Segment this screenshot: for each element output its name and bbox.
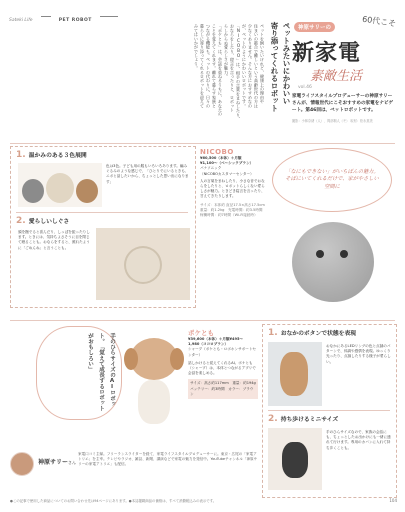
nicobo-color-photo [18, 163, 102, 207]
nicobo-eye-icon [340, 250, 348, 258]
feature-num: 1. [16, 150, 26, 160]
nicobo-price2: ¥1,100〜（ベーシックプラン） [200, 161, 254, 166]
poketomo-main-photo [120, 338, 186, 426]
intro-column: 少なくありません。そんな方におすすめなの [248, 24, 253, 108]
feature-num: 2. [16, 216, 26, 226]
title-subtitle: 60代こそ [361, 14, 397, 29]
divider [268, 410, 390, 411]
nicobo-robot-gray [22, 179, 44, 203]
divider-top [10, 143, 395, 144]
footer-note: ●この記事で使用した商品についてのお問い合わせ先は94ページにあります。●本誌掲載商品の価格は、すべて消費税込みの表示です。 [10, 499, 217, 503]
nicobo-body [292, 222, 374, 302]
title-badge: 神原サリーの [294, 22, 335, 32]
profile-text: 家電口コミ主婦。フリーランスライターを経て、家電ライフスタイルプロデューサーに。東京・広尾の「家電アトリエ」を主宰。テレビやラジオ、雑誌、新聞、講演などで家電の魅力を発信中。YouTubeチャンネル「神原サリーの家電アトリエ」も配信。 [78, 452, 258, 467]
feature-caption-2: 頭を撫でると喜んだり、しっぽを振ったりします。ときには、気持ちよさそうに目を閉じて眠ることも。おならをすると、照れたように「ごめんね」と言うことも。 [18, 230, 90, 250]
poketomo-body [138, 380, 170, 424]
comment-bubble-1 [272, 148, 392, 212]
profile [10, 452, 260, 492]
divider [16, 212, 188, 213]
header-rule-right [100, 16, 118, 17]
intro-column: ペットを飼いたいけれど、健康上の理由や [260, 24, 265, 104]
poketomo-robot [282, 442, 308, 478]
nicobo-spec: サイズ：本体約 直径17.5×高さ17.5cm 重量：約1.2kg 充電時間：約3.5時間 稼働時間：約7時間（Wi-Fi接続時） [200, 202, 269, 218]
title-lead: 家電ライフスタイルプロデューサーの神原サリーさんが、情報世代にこそおすすめの家電をナビゲート。第46回は、ペットロボットです。 [292, 94, 394, 113]
feature-head-1: 1. 温かみのある３色展開 [16, 150, 87, 160]
feature-head-3: 1. おなかのボタンで状態を表現 [268, 328, 357, 338]
nicobo-name: NICOBO [200, 148, 234, 156]
comment-bubble-2 [36, 326, 122, 420]
poketomo-robot [280, 352, 308, 396]
poketomo-mini-photo [268, 428, 322, 490]
feature-num: 2. [268, 414, 278, 424]
nicobo-eye-icon [316, 250, 324, 258]
feature-caption-1: 色は3色。子ども用の服もいろいろあります。編みぐるみのような感じで、「ひとりでにいるときも、ニボと話したいから、ちょっとした思い出になります」 [106, 164, 189, 184]
nicobo-robot-beige [46, 173, 74, 203]
comment-text: 手のひらサイズのAIロボット。「覚えて成長するロボットがおもしろい」 [87, 333, 115, 412]
nicobo-contact: （NICOBOカスタマーセンター） [200, 171, 254, 176]
nicobo-section [10, 146, 395, 316]
feature-caption-3: おなかにあるLEDリングの色と点滅のパターンで、体調や感情を表現。ゆっくり光ったり、点滅したりする様子が愛らしい。 [326, 344, 391, 364]
nicobo-robot [126, 248, 160, 282]
poketomo-name: ポケとも [188, 329, 214, 337]
title-block [292, 14, 400, 136]
nicobo-robot-brown [76, 179, 98, 203]
poketomo-button-photo [268, 342, 322, 406]
nicobo-main-photo [278, 218, 388, 306]
intro-column: みてはいかがでしょう。 [194, 24, 199, 71]
profile-name: 神原サリーさん [38, 459, 77, 466]
nicobo-hand-photo [96, 228, 190, 300]
intro-column: らしからぬ愛らしさが魅力。 [224, 24, 229, 79]
page-number: 104 [389, 498, 397, 503]
nicobo-desc: 人の言葉をまねしたり、小さな音でおならをしたりと、ロボットらしくない愛らしさが魅力。ときどき寝言を言ったり、甘えてきたりします。 [200, 178, 265, 199]
intro-column: が、ペットのようにかわいいロボットです。 [242, 24, 247, 108]
feature-num: 1. [268, 328, 278, 338]
intro-column: つながる機能も。ペットの代わりに、日々の [206, 24, 211, 108]
feature-head-4: 2. 持ち歩けるミニサイズ [268, 414, 339, 424]
poketomo-spec: サイズ：高さ約117mm 重量：約194g バッテリー：約3時間 カラー：ブラウン [188, 379, 258, 399]
intro-column: おならをしたり、寝言を言ったりと、ロボット [230, 24, 235, 112]
catch-line: 寄り添ってくれるロボット [270, 22, 279, 112]
feature-caption-4: 手のひらサイズなので、家族の会話にも、ちょっとしたお出かけにも一緒に連れて行けます。専用のカバンに入れて持ち歩くことも。 [326, 430, 391, 450]
poketomo-info [188, 328, 258, 399]
poketomo-ear [170, 348, 184, 370]
title-main: 新家電 [292, 41, 362, 66]
intro-column: 住まいの都合で難しいという高齢世代の方は [254, 24, 259, 108]
feature-head-2: 2. 愛らしいしぐさ [16, 216, 70, 226]
nicobo-maker: パナソニック [200, 166, 222, 171]
header-rule [41, 16, 51, 17]
header-category: PET ROBOT [58, 18, 92, 23]
intro-column: 暮らしに寄り添ってくれるロボットを迎えて [200, 24, 205, 108]
poketomo-ear [124, 348, 138, 370]
divider-middle [10, 320, 395, 321]
title-credits: 撮影：小林奈緒（人）、岡部桐人（モ） 取材：松永恵美 [292, 119, 373, 124]
intro-text [25, 24, 265, 134]
nicobo-price: ¥60,500（本体）＋月額 [200, 156, 242, 160]
poketomo-desc: 話しかけると覚えてくれるAI。ポケとも（シャープ）は、本体とつながるアプリで会話を楽しめる。 [188, 360, 256, 376]
poketomo-price2: 1,980（ココロプラン） [188, 342, 229, 347]
header-series: Sateki Life [9, 18, 33, 23]
title-vol: vol.46 [298, 85, 312, 90]
catch-line: ペットみたいにかわいい [282, 22, 291, 105]
nicobo-info [200, 148, 268, 218]
comment-text: 「なにもできない」がいちばんの魅力。そばにいてくれるだけで、家がやさしい空間に [285, 168, 379, 190]
intro-column: ことを覚えてくれます。離れて暮らす家族と [212, 24, 217, 108]
poketomo-maker: シャープ（ポケとも・ロボホンサポートセンター） [188, 347, 256, 357]
avatar [10, 452, 34, 476]
intro-column: 「ポケとも」は、会話を重ねるうちに、あなたの [218, 24, 223, 117]
intro-column: 「NICOBO」は、相手の言葉をまねしたり、 [236, 24, 241, 122]
title-script: 素敵生活 [310, 69, 363, 84]
catch-copy [252, 22, 292, 132]
poketomo-price: ¥39,600（本体）＋月額¥495〜 [188, 337, 244, 341]
